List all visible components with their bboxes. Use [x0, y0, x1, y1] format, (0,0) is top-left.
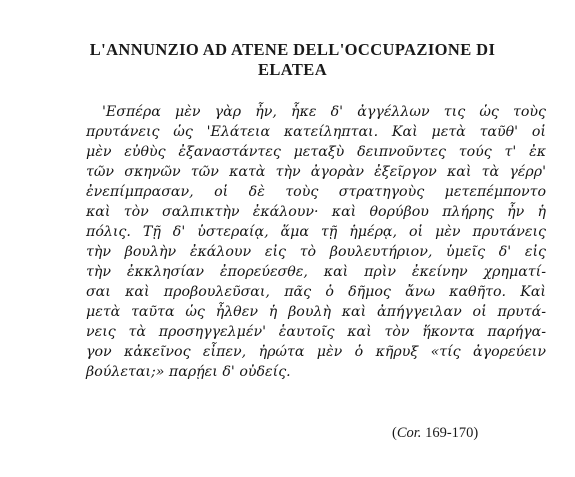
passage-line: καὶ τὸν σαλπικτὴν ἐκάλουν· καὶ θορύβου πλήρης ἦν ἡ — [86, 204, 546, 220]
passage-line: 'Εσπέρα μὲν γὰρ ἦν, ἧκε δ' ἀγγέλλων τις ὡς τοὺς — [102, 104, 546, 120]
source-citation — [392, 424, 478, 442]
greek-passage — [86, 102, 546, 382]
passage-line: σαι καὶ προβουλεῦσαι, πᾶς ὁ δῆμος ἄνω καθῆτο. Καὶ — [86, 284, 546, 300]
passage-line: τὴν βουλὴν ἐκάλουν εἰς τὸ βουλευτήριον, ὑμεῖς δ' εἰς — [86, 244, 546, 260]
passage-line: πρυτάνεις ὡς 'Ελάτεια κατείληπται. Καὶ μετὰ ταῦθ' οἱ — [86, 124, 546, 140]
passage-line: τῶν σκηνῶν τῶν κατὰ τὴν ἀγορὰν ἐξεῖργον καὶ τὰ γέρρ' — [86, 164, 546, 180]
page-title — [40, 40, 545, 80]
citation-open: ( — [392, 425, 397, 441]
page-title-line-2: ELATEA — [257, 60, 328, 79]
citation-range: 169-170) — [421, 425, 479, 441]
page-title-line-1: L'ANNUNZIO AD ATENE DELL'OCCUPAZIONE DI — [89, 40, 496, 59]
passage-line: γον κἀκεῖνος εἶπεν, ἠρώτα μὲν ὁ κῆρυξ «τίς ἀγορεύειν — [86, 344, 546, 360]
passage-line: μὲν εὐθὺς ἐξαναστάντες μεταξὺ δειπνοῦντες τούς τ' ἐκ — [86, 144, 546, 160]
passage-line: ἐνεπίμπρασαν, οἱ δὲ τοὺς στρατηγοὺς μετεπέμποντο — [86, 184, 546, 200]
passage-line: μετὰ ταῦτα ὡς ἦλθεν ἡ βουλὴ καὶ ἀπήγγειλαν οἱ πρυτά- — [86, 304, 546, 320]
citation-work: Cor. — [396, 425, 422, 441]
passage-line: πόλις. Τῇ δ' ὑστεραίᾳ, ἅμα τῇ ἡμέρᾳ, οἱ μὲν πρυτάνεις — [86, 224, 546, 240]
passage-line: τὴν ἐκκλησίαν ἐπορεύεσθε, καὶ πρὶν ἐκείνην χρηματί- — [86, 264, 546, 280]
passage-line: νεις τὰ προσηγγελμέν' ἑαυτοῖς καὶ τὸν ἥκοντα παρήγα- — [86, 324, 546, 340]
passage-line: βούλεται;» παρῄει δ' οὐδείς. — [86, 364, 291, 380]
